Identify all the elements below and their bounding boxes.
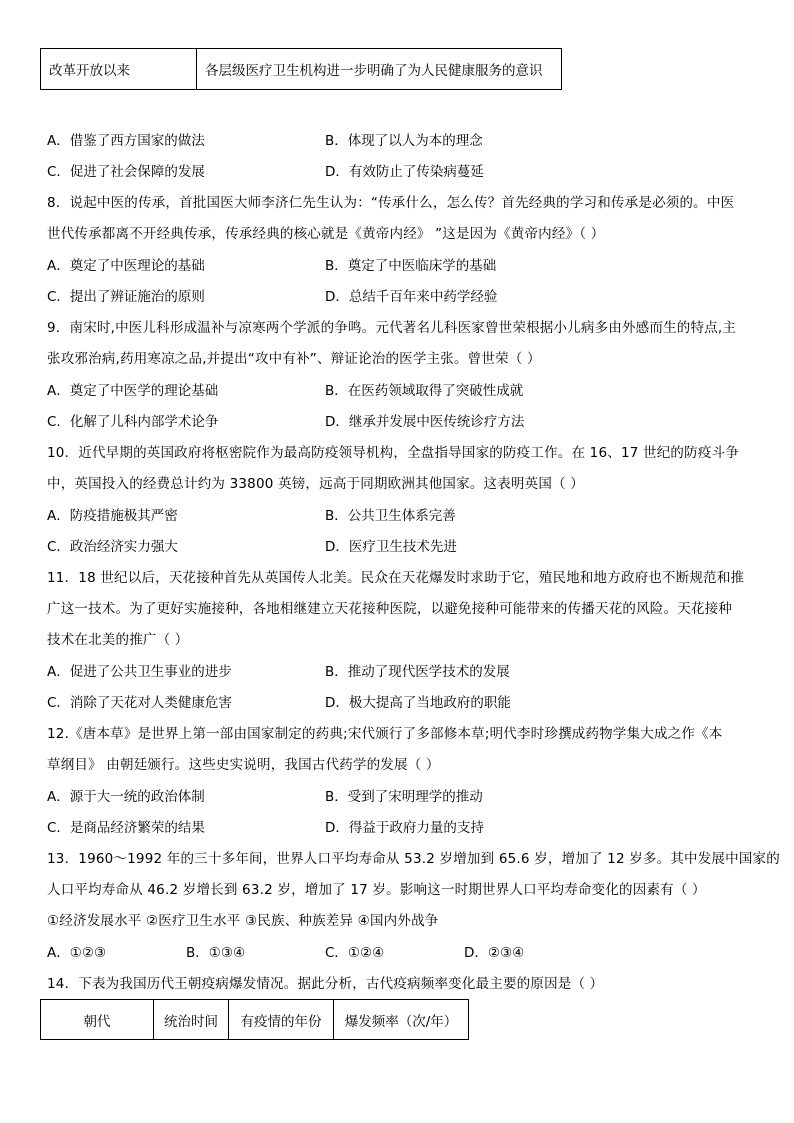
q11-option-d: D．极大提高了当地政府的职能 — [325, 695, 511, 711]
q7-option-a: A．借鉴了西方国家的做法 — [47, 133, 205, 149]
q10-option-b: B．公共卫生体系完善 — [325, 508, 456, 524]
q10-option-a: A．防疫措施极其严密 — [47, 508, 178, 524]
q9-stem-line2: 张攻邪治病,药用寒凉之品,并提出“攻中有补”、辩证论治的医学主张。曾世荣（ ） — [47, 351, 541, 367]
q12-stem-line2: 草纲目》 由朝廷颁行。这些史实说明，我国古代药学的发展（ ） — [47, 757, 440, 773]
q7-option-d: D．有效防止了传染病蔓延 — [325, 164, 484, 180]
q8-option-d: D．总结千百年来中药学经验 — [325, 289, 498, 305]
q9-option-d: D．继承并发展中医传统诊疗方法 — [325, 414, 525, 430]
q12-option-c: C．是商品经济繁荣的结果 — [47, 820, 205, 836]
top-table-cell-period: 改革开放以来 — [41, 49, 197, 90]
q12-stem-line1: 12.《唐本草》是世界上第一部由国家制定的药典;宋代颁行了多部修本草;明代李时珍撰成药物学集大成之作《本 — [47, 726, 723, 742]
q7-option-b: B．体现了以人为本的理念 — [325, 133, 483, 149]
q10-stem-line2: 中，英国投入的经费总计约为 33800 英镑，远高于同期欧洲其他国家。这表明英国（ ） — [47, 476, 584, 492]
q8-option-c: C．提出了辨证施治的原则 — [47, 289, 205, 305]
q9-option-b: B．在医药领域取得了突破性成就 — [325, 383, 524, 399]
q9-stem-line1: 9．南宋时,中医儿科形成温补与凉寒两个学派的争鸣。元代著名儿科医家曾世荣根据小儿病多由外感而生的特点,主 — [47, 320, 737, 336]
q12-option-d: D．得益于政府力量的支持 — [325, 820, 484, 836]
q7-option-c: C．促进了社会保障的发展 — [47, 164, 205, 180]
q10-option-c: C．政治经济实力强大 — [47, 539, 178, 555]
q9-option-a: A．奠定了中医学的理论基础 — [47, 383, 219, 399]
q11-option-c: C．消除了天花对人类健康危害 — [47, 695, 232, 711]
q11-stem-line2: 广这一技术。为了更好实施接种，各地相继建立天花接种医院，以避免接种可能带来的传播天花的风险。天花接种 — [47, 601, 732, 617]
q10-stem-line1: 10．近代早期的英国政府将枢密院作为最高防疫领导机构，全盘指导国家的防疫工作。在 16、17 世纪的防疫斗争 — [47, 445, 739, 461]
q13-option-a: A．①②③ — [47, 945, 107, 961]
q13-option-b: B．①③④ — [186, 945, 246, 961]
q14-header-reign: 统治时间 — [154, 1000, 229, 1040]
q10-option-d: D．医疗卫生技术先进 — [325, 539, 457, 555]
q12-option-a: A．源于大一统的政治体制 — [47, 789, 205, 805]
q13-option-d: D．②③④ — [464, 945, 525, 961]
q14-stem: 14．下表为我国历代王朝疫病爆发情况。据此分析，古代疫病频率变化最主要的原因是（ ） — [47, 976, 604, 992]
q11-stem-line1: 11．18 世纪以后，天花接种首先从英国传人北美。民众在天花爆发时求助于它，殖民地和地方政府也不断规范和推 — [47, 570, 745, 586]
q13-stem-line2: 人口平均寿命从 46.2 岁增长到 63.2 岁，增加了 17 岁。影响这一时期世界人口平均寿命变化的因素有（ ） — [47, 882, 706, 898]
q13-factors: ①经济发展水平 ②医疗卫生水平 ③民族、种族差异 ④国内外战争 — [47, 913, 439, 929]
q9-option-c: C．化解了儿科内部学术论争 — [47, 414, 219, 430]
q13-stem-line1: 13．1960～1992 年的三十多年间，世界人口平均寿命从 53.2 岁增加到 65.6 岁，增加了 12 岁多。其中发展中国家的 — [47, 851, 780, 867]
q8-option-b: B．奠定了中医临床学的基础 — [325, 258, 497, 274]
q14-header-epidemic-years: 有疫情的年份 — [229, 1000, 334, 1040]
q8-stem-line1: 8．说起中医的传承，首批国医大师李济仁先生认为：“传承什么，怎么传？首先经典的学习和传承是必须的。中医 — [47, 195, 735, 211]
top-table — [40, 48, 562, 90]
q11-option-a: A．促进了公共卫生事业的进步 — [47, 664, 232, 680]
q14-header-frequency: 爆发频率（次/年） — [334, 1000, 469, 1040]
q12-option-b: B．受到了宋明理学的推动 — [325, 789, 483, 805]
q8-stem-line2: 世代传承都离不开经典传承，传承经典的核心就是《黄帝内经》 ”这是因为《黄帝内经》（ ） — [47, 226, 605, 242]
q14-table — [40, 999, 469, 1040]
top-table-cell-description: 各层级医疗卫生机构进一步明确了为人民健康服务的意识 — [197, 49, 562, 90]
q8-option-a: A．奠定了中医理论的基础 — [47, 258, 205, 274]
q11-option-b: B．推动了现代医学技术的发展 — [325, 664, 510, 680]
q14-header-dynasty: 朝代 — [41, 1000, 154, 1040]
q13-option-c: C．①②④ — [325, 945, 385, 961]
q11-stem-line3: 技术在北美的推广（ ） — [47, 632, 189, 648]
